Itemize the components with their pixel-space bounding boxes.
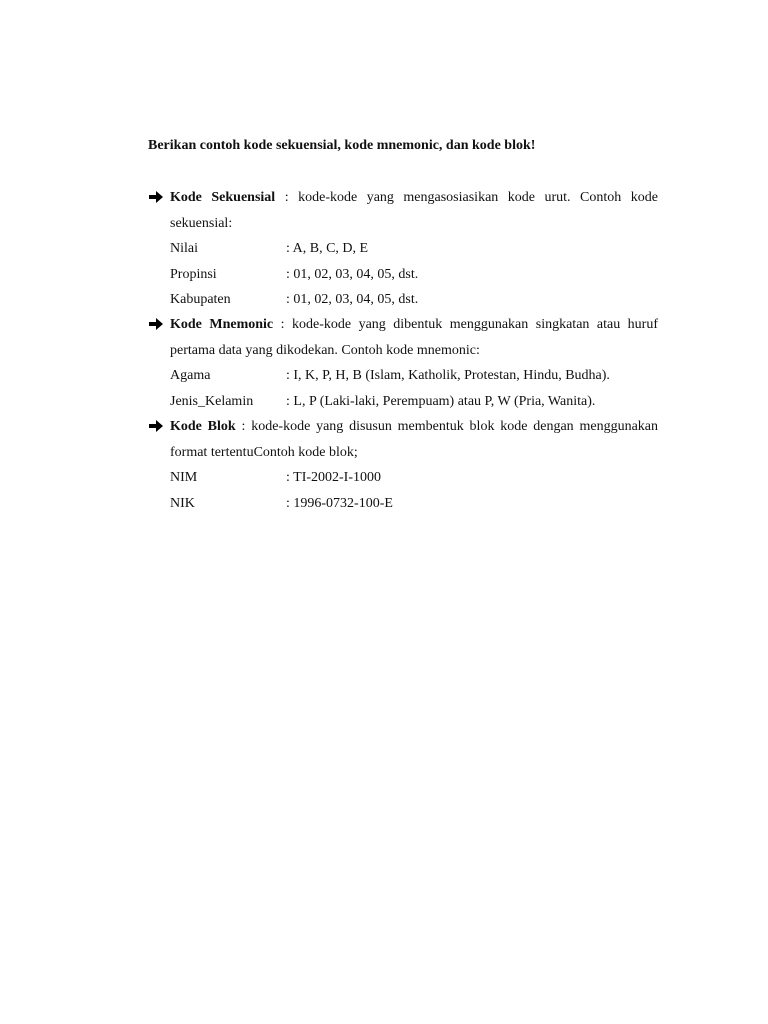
example-value: : TI-2002-I-1000 [286,470,381,485]
example-value: : L, P (Laki-laki, Perempuam) atau P, W (Pria, Wanita). [286,393,596,409]
example-list [148,465,658,516]
example-row [170,389,658,415]
term-label: Kode Mnemonic [170,317,274,332]
example-value: : 01, 02, 03, 04, 05, dst. [286,266,419,282]
term-description: kode-kode yang dibentuk menggunakan singkatan atau huruf pertama data yang dikodekan. Contoh kode mnemonic: [170,317,659,358]
section-kode-blok [148,414,658,516]
example-key: Agama [170,368,211,383]
term-label: Kode Sekuensial [170,190,276,205]
example-row [170,491,658,517]
example-value: : I, K, P, H, B (Islam, Katholik, Protestan, Hindu, Budha). [286,368,610,383]
section-kode-sekuensial [148,185,658,313]
example-row [170,262,658,288]
example-key: Kabupaten [170,292,231,307]
section-heading [148,185,658,236]
example-key: NIK [170,495,195,511]
term-description: kode-kode yang mengasosiasikan kode urut. Contoh kode sekuensial: [170,190,658,231]
right-arrow-icon [148,419,164,433]
question-heading: Berikan contoh kode sekuensial, kode mnemonic, dan kode blok! [148,138,536,153]
term-label: Kode Blok [170,419,236,434]
example-value: : A, B, C, D, E [286,241,369,256]
example-key: NIM [170,470,198,485]
example-value: : 01, 02, 03, 04, 05, dst. [286,292,419,307]
example-key: Propinsi [170,266,217,282]
section-kode-mnemonic [148,312,658,414]
example-value: : 1996-0732-100-E [286,495,393,511]
example-key: Jenis_Kelamin [170,393,254,409]
example-row [170,465,658,491]
section-heading [148,414,658,465]
right-arrow-icon [148,190,164,204]
example-key: Nilai [170,241,198,256]
example-row [170,363,658,389]
example-list [148,363,658,414]
example-list [148,236,658,313]
example-row [170,236,658,262]
example-row [170,287,658,313]
term-separator: : [275,190,299,205]
right-arrow-icon [148,317,164,331]
term-description: kode-kode yang disusun membentuk blok kode dengan menggunakan format tertentuContoh kode blok; [170,419,659,460]
term-separator: : [273,317,292,332]
term-separator: : [235,419,252,434]
section-heading [148,312,658,363]
